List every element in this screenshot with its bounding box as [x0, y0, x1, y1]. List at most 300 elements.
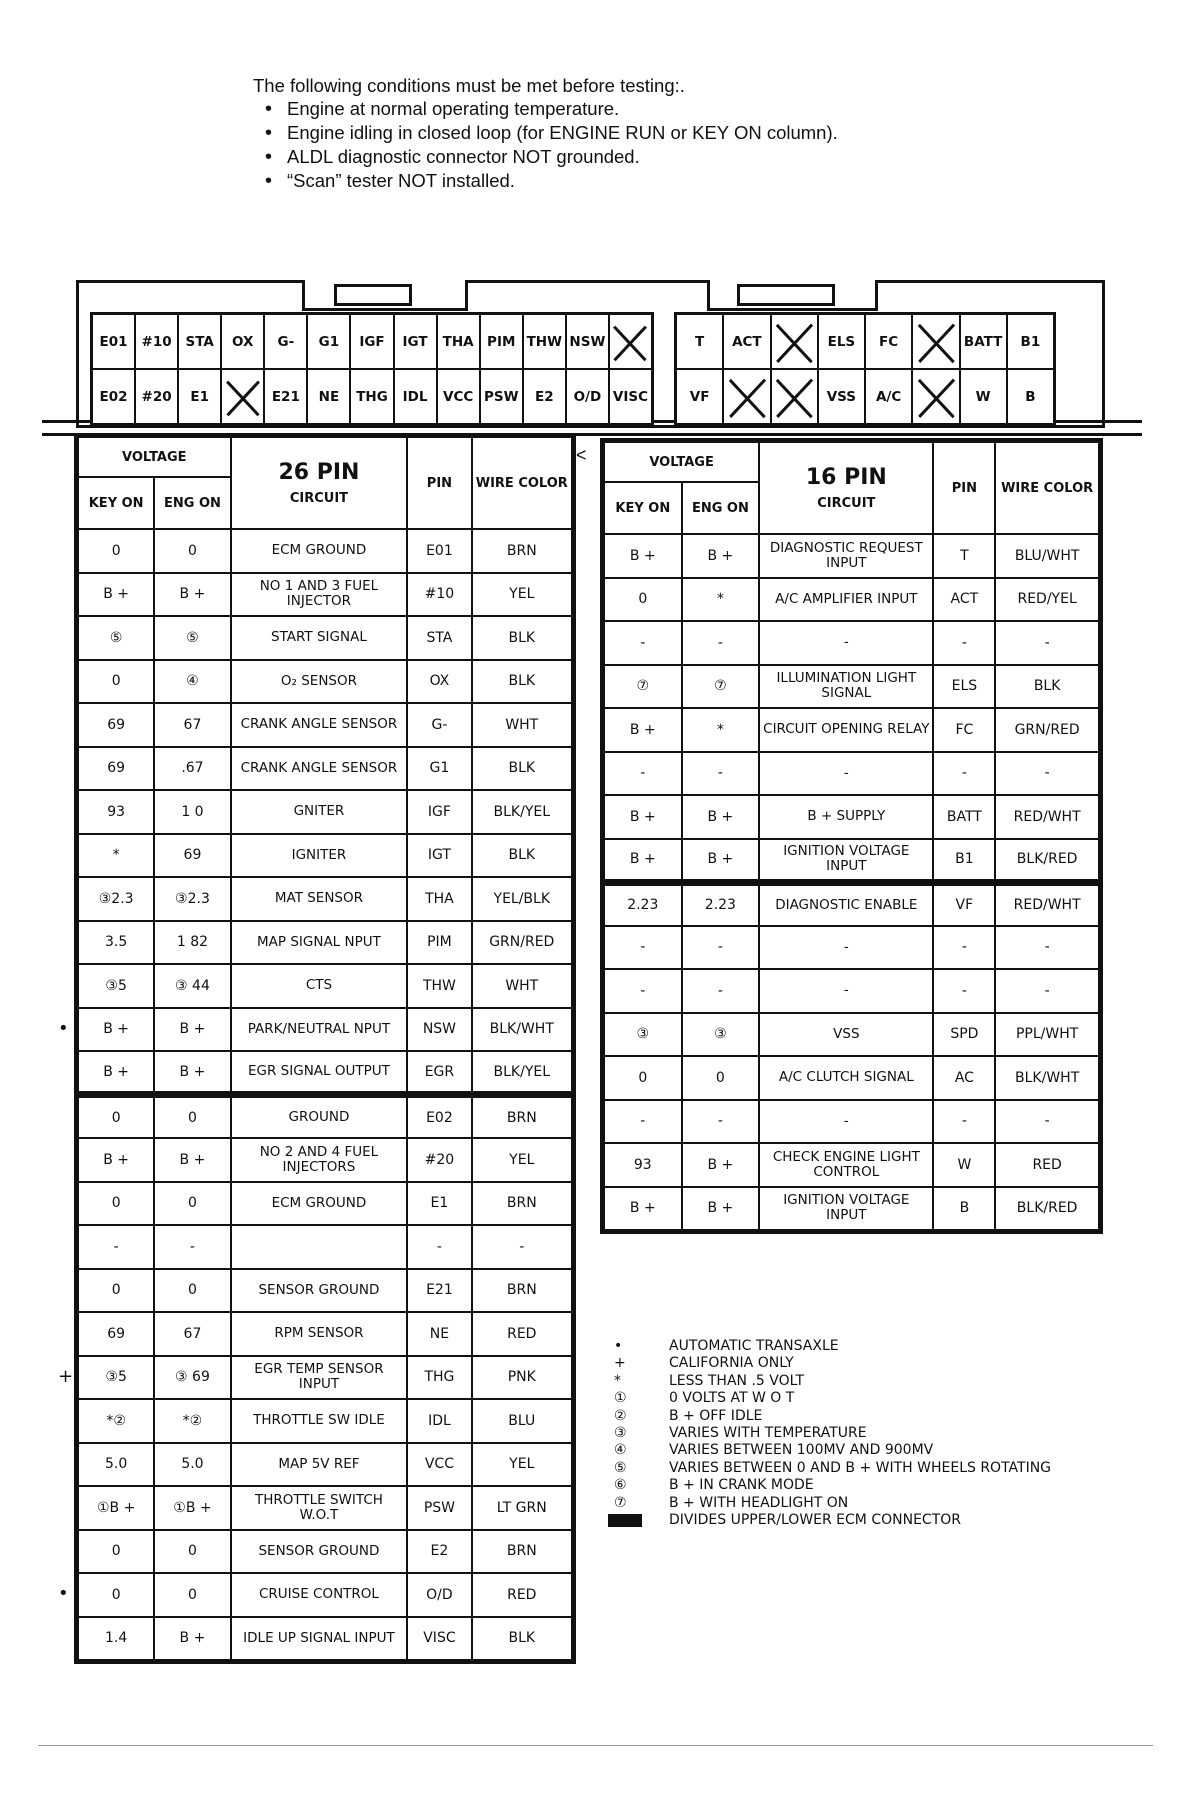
- wire-color: -: [995, 621, 1099, 665]
- legend-text: B + WITH HEADLIGHT ON: [669, 1494, 849, 1511]
- bottom-rule: [38, 1745, 1153, 1746]
- eng-on-voltage: *②: [154, 1399, 230, 1443]
- wire-color: BLK/RED: [995, 1187, 1099, 1231]
- key-on-voltage: 93: [78, 790, 154, 834]
- table-row: [604, 1143, 1099, 1187]
- pin-id: STA: [407, 616, 471, 660]
- table-row: [604, 1100, 1099, 1144]
- circuit-name: B + SUPPLY: [759, 795, 933, 839]
- key-on-header: KEY ON: [604, 482, 682, 534]
- legend-symbol: +: [614, 1355, 626, 1372]
- divider-swatch: [606, 1512, 669, 1532]
- pin-id: IDL: [407, 1399, 471, 1443]
- pin-id: E01: [407, 529, 471, 573]
- wire-color: -: [995, 1100, 1099, 1144]
- circuit-name: SENSOR GROUND: [231, 1269, 408, 1313]
- key-on-voltage: 0: [604, 1056, 682, 1100]
- table-row: [604, 882, 1099, 926]
- table-row: [78, 1051, 572, 1095]
- connector-pin-blank: [610, 315, 651, 368]
- table-row: [604, 926, 1099, 970]
- eng-on-voltage: ③2.3: [154, 877, 230, 921]
- key-on-voltage: B +: [604, 839, 682, 883]
- connector-pin: ELS: [819, 315, 864, 368]
- key-on-voltage: -: [604, 969, 682, 1013]
- circuit-header: CIRCUIT: [817, 496, 876, 511]
- table-row: [78, 1443, 572, 1487]
- wire-color: RED/WHT: [995, 795, 1099, 839]
- circuit-name: CRANK ANGLE SENSOR: [231, 747, 408, 791]
- pin-id: THW: [407, 964, 471, 1008]
- wire-color: BLK: [995, 665, 1099, 709]
- table-row: [604, 839, 1099, 883]
- circuit-name: DIAGNOSTIC REQUEST INPUT: [759, 534, 933, 578]
- connector-pin-blank: [913, 370, 958, 423]
- eng-on-voltage: 1 0: [154, 790, 230, 834]
- conditions-list: [253, 97, 838, 193]
- connector-pin-blank: [772, 315, 817, 368]
- ecm-connector-diagram: [42, 278, 1142, 438]
- connector-pin: G1: [308, 315, 349, 368]
- legend-symbol: ③: [614, 1425, 627, 1442]
- table-row: [604, 1187, 1099, 1231]
- table-title: [759, 442, 933, 534]
- connector-pin: T: [677, 315, 722, 368]
- eng-on-voltage: 0: [154, 529, 230, 573]
- wire-color: RED/WHT: [995, 882, 1099, 926]
- circuit-header: CIRCUIT: [289, 491, 349, 506]
- circuit-name: ILLUMINATION LIGHT SIGNAL: [759, 665, 933, 709]
- key-on-voltage: -: [604, 926, 682, 970]
- table-row: [78, 1356, 572, 1400]
- key-on-voltage: ⑤: [78, 616, 154, 660]
- intro-title: The following conditions must be met before testing:.: [253, 75, 685, 96]
- wire-color: BLK: [472, 1617, 572, 1661]
- condition-item: • ALDL diagnostic connector NOT grounded.: [265, 145, 838, 169]
- connector-pin: VSS: [819, 370, 864, 423]
- circuit-name: O₂ SENSOR: [231, 660, 408, 704]
- pin-id: #20: [407, 1138, 471, 1182]
- table-row: [78, 1182, 572, 1226]
- wire-color: RED/YEL: [995, 578, 1099, 622]
- connector-pin: IGF: [351, 315, 392, 368]
- circuit-name: ECM GROUND: [231, 1182, 408, 1226]
- wire-color: RED: [472, 1573, 572, 1617]
- connector-key-slot-right: [737, 284, 835, 306]
- eng-on-voltage: ③ 69: [154, 1356, 230, 1400]
- key-on-voltage: ⑦: [604, 665, 682, 709]
- eng-on-voltage: 0: [154, 1182, 230, 1226]
- table-title: [231, 437, 408, 529]
- pin-id: E21: [407, 1269, 471, 1313]
- key-on-voltage: 0: [78, 660, 154, 704]
- eng-on-voltage: B +: [154, 1008, 230, 1052]
- key-on-voltage: B +: [604, 1187, 682, 1231]
- table-row: [78, 790, 572, 834]
- wire-color: WHT: [472, 964, 572, 1008]
- legend-item: [606, 1408, 1051, 1425]
- pin-id: O/D: [407, 1573, 471, 1617]
- pin-id: OX: [407, 660, 471, 704]
- wire-color: -: [995, 926, 1099, 970]
- wire-color: BLK: [472, 660, 572, 704]
- circuit-name: VSS: [759, 1013, 933, 1057]
- pin-grid-16: [674, 312, 1056, 426]
- table-row: [604, 795, 1099, 839]
- connector-pin: G-: [265, 315, 306, 368]
- key-on-voltage: B +: [604, 534, 682, 578]
- legend-text: CALIFORNIA ONLY: [669, 1355, 794, 1372]
- key-on-voltage: B +: [78, 1008, 154, 1052]
- eng-on-header: ENG ON: [682, 482, 760, 534]
- wire-color: BLK/RED: [995, 839, 1099, 883]
- wire-color: BLK: [472, 834, 572, 878]
- wire-color: WHT: [472, 703, 572, 747]
- wire-color: LT GRN: [472, 1486, 572, 1530]
- eng-on-voltage: 67: [154, 1312, 230, 1356]
- legend: [606, 1338, 1051, 1532]
- legend-item: [606, 1495, 1051, 1512]
- intro-conditions: [253, 74, 838, 193]
- pin-id: W: [933, 1143, 995, 1187]
- table-row: [78, 1530, 572, 1574]
- eng-on-voltage: ⑤: [154, 616, 230, 660]
- pin-id: AC: [933, 1056, 995, 1100]
- connector-pin: #20: [136, 370, 177, 423]
- eng-on-voltage: B +: [682, 839, 760, 883]
- key-on-voltage: B +: [604, 708, 682, 752]
- table-row: [78, 616, 572, 660]
- eng-on-voltage: B +: [154, 1138, 230, 1182]
- eng-on-voltage: B +: [682, 795, 760, 839]
- circuit-name: IGNITION VOLTAGE INPUT: [759, 839, 933, 883]
- key-on-voltage: ③: [604, 1013, 682, 1057]
- wire-color: BLK/YEL: [472, 1051, 572, 1095]
- voltage-header: VOLTAGE: [78, 437, 231, 477]
- connector-pin-blank: [222, 370, 263, 423]
- pin-id: -: [407, 1225, 471, 1269]
- connector-pin: E2: [524, 370, 565, 423]
- table-row: [78, 877, 572, 921]
- table-row: [78, 703, 572, 747]
- connector-pin: W: [961, 370, 1006, 423]
- circuit-name: EGR TEMP SENSOR INPUT: [231, 1356, 408, 1400]
- stray-mark: <: [576, 445, 587, 465]
- wire-color: BLK: [472, 616, 572, 660]
- key-on-voltage: -: [604, 1100, 682, 1144]
- table-row: [78, 1269, 572, 1313]
- wire-color: RED: [472, 1312, 572, 1356]
- legend-symbol: ⑦: [614, 1494, 627, 1511]
- circuit-name: DIAGNOSTIC ENABLE: [759, 882, 933, 926]
- connector-pin-blank: [913, 315, 958, 368]
- wire-color: GRN/RED: [472, 921, 572, 965]
- key-on-voltage: -: [604, 752, 682, 796]
- legend-text: AUTOMATIC TRANSAXLE: [669, 1338, 839, 1354]
- condition-item: • “Scan” tester NOT installed.: [265, 169, 838, 193]
- eng-on-voltage: -: [682, 1100, 760, 1144]
- wire-color: BLK/WHT: [995, 1056, 1099, 1100]
- eng-on-voltage: 1 82: [154, 921, 230, 965]
- legend-symbol: ②: [614, 1407, 627, 1424]
- legend-item: [606, 1442, 1051, 1459]
- circuit-name: MAP 5V REF: [231, 1443, 408, 1487]
- pin-id: B: [933, 1187, 995, 1231]
- key-on-voltage: 0: [604, 578, 682, 622]
- table-row: [78, 1399, 572, 1443]
- table-26-pin: [77, 436, 573, 1661]
- key-on-voltage: 69: [78, 703, 154, 747]
- legend-text: VARIES BETWEEN 100MV AND 900MV: [669, 1442, 934, 1459]
- eng-on-voltage: ④: [154, 660, 230, 704]
- circuit-name: -: [759, 1100, 933, 1144]
- legend-symbol: ⑤: [614, 1459, 627, 1476]
- automatic-marker: •: [58, 1017, 69, 1039]
- legend-item: [606, 1460, 1051, 1477]
- key-on-header: KEY ON: [78, 477, 154, 529]
- legend-symbol: •: [614, 1338, 623, 1354]
- eng-on-voltage: .67: [154, 747, 230, 791]
- table-row: [78, 1486, 572, 1530]
- connector-pin: E01: [93, 315, 134, 368]
- key-on-voltage: 0: [78, 1182, 154, 1226]
- connector-pin: A/C: [866, 370, 911, 423]
- legend-text: VARIES BETWEEN 0 AND B + WITH WHEELS ROTATING: [669, 1459, 1052, 1476]
- wire-color: YEL/BLK: [472, 877, 572, 921]
- circuit-name: ECM GROUND: [231, 529, 408, 573]
- circuit-name: CRANK ANGLE SENSOR: [231, 703, 408, 747]
- connector-pin: NE: [308, 370, 349, 423]
- eng-on-voltage: 0: [154, 1269, 230, 1313]
- wire-color: BLU/WHT: [995, 534, 1099, 578]
- connector-pin: E21: [265, 370, 306, 423]
- connector-pin: VF: [677, 370, 722, 423]
- legend-symbol: ④: [614, 1442, 627, 1459]
- eng-on-voltage: ③ 44: [154, 964, 230, 1008]
- pin-id: E1: [407, 1182, 471, 1226]
- connector-pin: OX: [222, 315, 263, 368]
- pin-grid-26: [90, 312, 654, 426]
- pin-id: ACT: [933, 578, 995, 622]
- pin-id: FC: [933, 708, 995, 752]
- legend-text: 0 VOLTS AT W O T: [669, 1390, 795, 1407]
- condition-item: • Engine idling in closed loop (for ENGINE RUN or KEY ON column).: [265, 121, 838, 145]
- key-on-voltage: 0: [78, 1269, 154, 1313]
- circuit-name: CHECK ENGINE LIGHT CONTROL: [759, 1143, 933, 1187]
- eng-on-voltage: *: [682, 578, 760, 622]
- eng-on-voltage: B +: [682, 534, 760, 578]
- pin-header: PIN: [933, 442, 995, 534]
- circuit-name: A/C CLUTCH SIGNAL: [759, 1056, 933, 1100]
- key-on-voltage: 0: [78, 529, 154, 573]
- key-on-voltage: 69: [78, 747, 154, 791]
- pin-id: PSW: [407, 1486, 471, 1530]
- circuit-name: CIRCUIT OPENING RELAY: [759, 708, 933, 752]
- key-on-voltage: ①B +: [78, 1486, 154, 1530]
- eng-on-voltage: B +: [154, 1617, 230, 1661]
- legend-item: [606, 1390, 1051, 1407]
- circuit-name: RPM SENSOR: [231, 1312, 408, 1356]
- circuit-name: A/C AMPLIFIER INPUT: [759, 578, 933, 622]
- wire-color: RED: [995, 1143, 1099, 1187]
- pin-id: -: [933, 969, 995, 1013]
- connector-pin: E1: [179, 370, 220, 423]
- divider-block: [608, 1514, 642, 1527]
- connector-pin: IGT: [395, 315, 436, 368]
- pin-id: NSW: [407, 1008, 471, 1052]
- eng-on-voltage: 2.23: [682, 882, 760, 926]
- eng-on-voltage: B +: [682, 1187, 760, 1231]
- legend-symbol: *: [614, 1372, 621, 1389]
- circuit-name: CTS: [231, 964, 408, 1008]
- connector-pin: THA: [438, 315, 479, 368]
- key-on-voltage: 3.5: [78, 921, 154, 965]
- connector-pin: PIM: [481, 315, 522, 368]
- key-on-voltage: B +: [78, 573, 154, 617]
- connector-pin: THG: [351, 370, 392, 423]
- key-on-voltage: B +: [604, 795, 682, 839]
- key-on-voltage: 1.4: [78, 1617, 154, 1661]
- wire-color: BRN: [472, 1530, 572, 1574]
- pin-id: -: [933, 752, 995, 796]
- eng-on-voltage: B +: [682, 1143, 760, 1187]
- eng-on-voltage: -: [154, 1225, 230, 1269]
- pin-id: THG: [407, 1356, 471, 1400]
- key-on-voltage: B +: [78, 1051, 154, 1095]
- circuit-name: NO 2 AND 4 FUEL INJECTORS: [231, 1138, 408, 1182]
- table-16-pin: [603, 441, 1100, 1231]
- table-row: [78, 1617, 572, 1661]
- legend-item: [606, 1512, 1051, 1532]
- circuit-name: -: [759, 621, 933, 665]
- wire-color: -: [995, 752, 1099, 796]
- wire-color: BLU: [472, 1399, 572, 1443]
- eng-on-voltage: 0: [154, 1095, 230, 1139]
- table-row: [604, 621, 1099, 665]
- wire-color: PPL/WHT: [995, 1013, 1099, 1057]
- wire-color: GRN/RED: [995, 708, 1099, 752]
- pin-id: VCC: [407, 1443, 471, 1487]
- table-row: [78, 964, 572, 1008]
- wire-color: -: [472, 1225, 572, 1269]
- pin-id: EGR: [407, 1051, 471, 1095]
- circuit-name: IGNITION VOLTAGE INPUT: [759, 1187, 933, 1231]
- key-on-voltage: 0: [78, 1530, 154, 1574]
- eng-on-voltage: 0: [154, 1573, 230, 1617]
- connector-pin: B: [1008, 370, 1053, 423]
- circuit-name: EGR SIGNAL OUTPUT: [231, 1051, 408, 1095]
- eng-on-voltage: 69: [154, 834, 230, 878]
- wire-color: BRN: [472, 1182, 572, 1226]
- circuit-name: -: [759, 926, 933, 970]
- table-row: [78, 660, 572, 704]
- connector-pin: NSW: [567, 315, 608, 368]
- pin-id: PIM: [407, 921, 471, 965]
- circuit-name: MAP SIGNAL NPUT: [231, 921, 408, 965]
- key-on-voltage: *: [78, 834, 154, 878]
- table-row: [78, 834, 572, 878]
- legend-text: B + IN CRANK MODE: [669, 1477, 814, 1494]
- circuit-name: MAT SENSOR: [231, 877, 408, 921]
- wire-color-header: WIRE COLOR: [995, 442, 1099, 534]
- eng-on-voltage: *: [682, 708, 760, 752]
- eng-on-voltage: 5.0: [154, 1443, 230, 1487]
- key-on-voltage: ③5: [78, 964, 154, 1008]
- circuit-name: SENSOR GROUND: [231, 1530, 408, 1574]
- circuit-name: CRUISE CONTROL: [231, 1573, 408, 1617]
- condition-item: • Engine at normal operating temperature.: [265, 97, 838, 121]
- wire-color: BLK/YEL: [472, 790, 572, 834]
- table-row: [604, 1056, 1099, 1100]
- voltage-header: VOLTAGE: [604, 442, 759, 482]
- legend-item: [606, 1425, 1051, 1442]
- connector-pin: ACT: [724, 315, 769, 368]
- pin-id: -: [933, 621, 995, 665]
- key-on-voltage: 2.23: [604, 882, 682, 926]
- table-row: [604, 752, 1099, 796]
- pin-id: SPD: [933, 1013, 995, 1057]
- eng-on-voltage: -: [682, 969, 760, 1013]
- connector-pin-blank: [772, 370, 817, 423]
- circuit-name: NO 1 AND 3 FUEL INJECTOR: [231, 573, 408, 617]
- connector-pin: PSW: [481, 370, 522, 423]
- wire-color-header: WIRE COLOR: [472, 437, 572, 529]
- legend-item: [606, 1373, 1051, 1390]
- pin-id: -: [933, 926, 995, 970]
- pin-id: IGF: [407, 790, 471, 834]
- table-title-text: 26 PIN: [278, 460, 360, 485]
- pin-id: T: [933, 534, 995, 578]
- pin-id: E2: [407, 1530, 471, 1574]
- circuit-name: GROUND: [231, 1095, 408, 1139]
- table-row: [78, 747, 572, 791]
- key-on-voltage: B +: [78, 1138, 154, 1182]
- eng-on-voltage: ①B +: [154, 1486, 230, 1530]
- table-row: [604, 665, 1099, 709]
- legend-text: DIVIDES UPPER/LOWER ECM CONNECTOR: [669, 1512, 961, 1529]
- eng-on-voltage: B +: [154, 1051, 230, 1095]
- connector-pin: #10: [136, 315, 177, 368]
- wire-color: YEL: [472, 1138, 572, 1182]
- pin-id: G-: [407, 703, 471, 747]
- connector-pin-blank: [724, 370, 769, 423]
- table-row: [78, 1138, 572, 1182]
- legend-item: [606, 1338, 1051, 1355]
- circuit-name: IDLE UP SIGNAL INPUT: [231, 1617, 408, 1661]
- key-on-voltage: 5.0: [78, 1443, 154, 1487]
- circuit-name: -: [759, 752, 933, 796]
- circuit-name: GNITER: [231, 790, 408, 834]
- pin-id: B1: [933, 839, 995, 883]
- circuit-name: [231, 1225, 408, 1269]
- table-row: [604, 534, 1099, 578]
- legend-text: B + OFF IDLE: [669, 1407, 763, 1424]
- eng-on-header: ENG ON: [154, 477, 230, 529]
- eng-on-voltage: 0: [682, 1056, 760, 1100]
- connector-pin: E02: [93, 370, 134, 423]
- connector-pin: VISC: [610, 370, 651, 423]
- eng-on-voltage: B +: [154, 573, 230, 617]
- connector-pin: B1: [1008, 315, 1053, 368]
- connector-pin: VCC: [438, 370, 479, 423]
- table-row: [604, 578, 1099, 622]
- key-on-voltage: -: [604, 621, 682, 665]
- wire-color: BRN: [472, 529, 572, 573]
- wire-color: BRN: [472, 1095, 572, 1139]
- table-row: [604, 1013, 1099, 1057]
- pin-id: IGT: [407, 834, 471, 878]
- circuit-name: IGNITER: [231, 834, 408, 878]
